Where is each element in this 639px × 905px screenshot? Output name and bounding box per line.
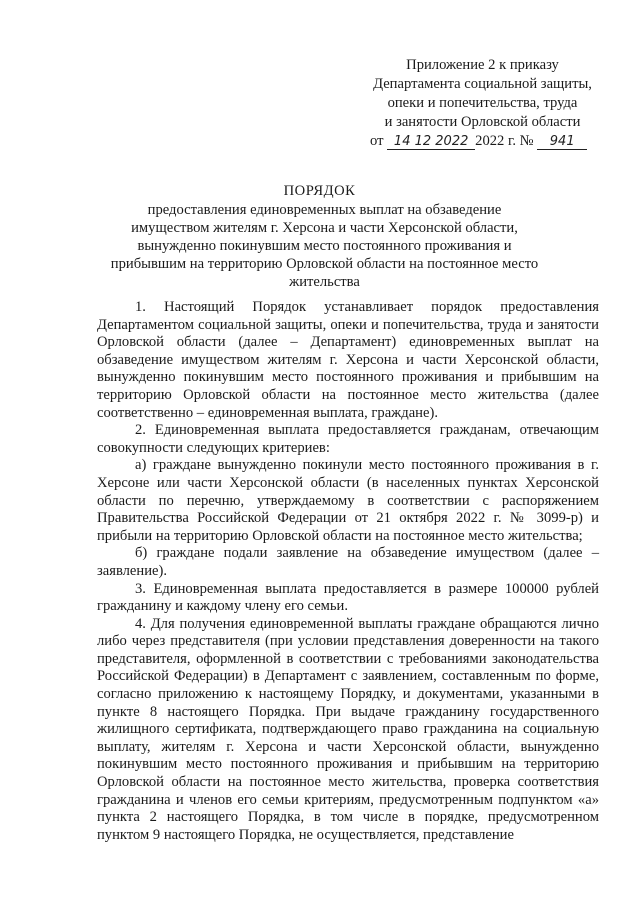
annex-header	[360, 56, 605, 151]
paragraph-2a: а) граждане вынужденно покинули место постоянного проживания в г. Херсоне или части Херсонской области (в населенных пунктах Херсонской области по перечню, утверждаемому в соответствии с распоряжением Правительства Российской Федерации от 21 октября 2022 г. № 3099-р) и прибыли на территорию Орловской области на постоянное место жительства;	[97, 457, 599, 544]
annex-line-4: и занятости Орловской области	[384, 114, 581, 130]
paragraph-2: 2. Единовременная выплата предоставляется гражданам, отвечающим совокупности следующих критериев:	[97, 422, 599, 456]
date-prefix: от	[370, 133, 384, 149]
annex-line-1: Приложение 2 к приказу	[406, 57, 559, 73]
document-subtitle: предоставления единовременных выплат на обзаведение имуществом жителям г. Херсона и части Херсонской области, вынужденно покинувшим место постоянного проживания и прибывшим на территорию Орловской области на постоянное место жительства	[110, 202, 539, 290]
paragraph-1: 1. Настоящий Порядок устанавливает порядок предоставления Департаментом социальной защиты, опеки и попечительства, труда и занятости Орловской области (далее – Департамент) единовременных выплат на обзаведение имуществом жителям г. Херсона и части Херсонской области, вынужденно покинувшим место постоянного проживания и прибывшим на территорию Орловской области на постоянное место жительства (далее соответственно – единовременная выплата, граждане).	[97, 299, 599, 421]
date-field	[387, 134, 475, 150]
paragraph-2b: б) граждане подали заявление на обзаведение имуществом (далее – заявление).	[97, 545, 599, 579]
handwritten-number: 941	[549, 134, 575, 149]
paragraph-3: 3. Единовременная выплата предоставляется в размере 100000 рублей гражданину и каждому члену его семьи.	[97, 580, 599, 615]
document-title: ПОРЯДОК	[283, 183, 356, 199]
document-body	[97, 299, 599, 844]
annex-date-row	[360, 132, 605, 151]
date-suffix: 2022 г. №	[475, 133, 534, 149]
paragraph-4: 4. Для получения единовременной выплаты граждане обращаются лично либо через представителя (при условии представления доверенности на такого представителя, оформленной в соответствии с требованиями законодательства Российской Федерации) в Департамент с заявлением, составленным по форме, согласно приложению к настоящему Порядку, и документами, указанными в пункте 8 настоящего Порядка. При выдаче гражданину государственного жилищного сертификата, подтверждающего право гражданина на социальную выплату, жителям г. Херсона и части Херсонской области, вынужденно покинувшим место постоянного проживания и прибывшим на территорию Орловской области на постоянное место жительства, проверка соответствия гражданина и членов его семьи критериям, предусмотренным подпунктом «а» пункта 2 настоящего Порядка, в том числе в порядке, предусмотренном пунктом 9 настоящего Порядка, не осуществляется, представление	[97, 615, 599, 843]
number-field	[537, 134, 587, 150]
handwritten-date: 14 12 2022	[393, 134, 469, 149]
annex-line-2: Департамента социальной защиты,	[373, 76, 592, 92]
annex-line-3: опеки и попечительства, труда	[387, 95, 578, 111]
